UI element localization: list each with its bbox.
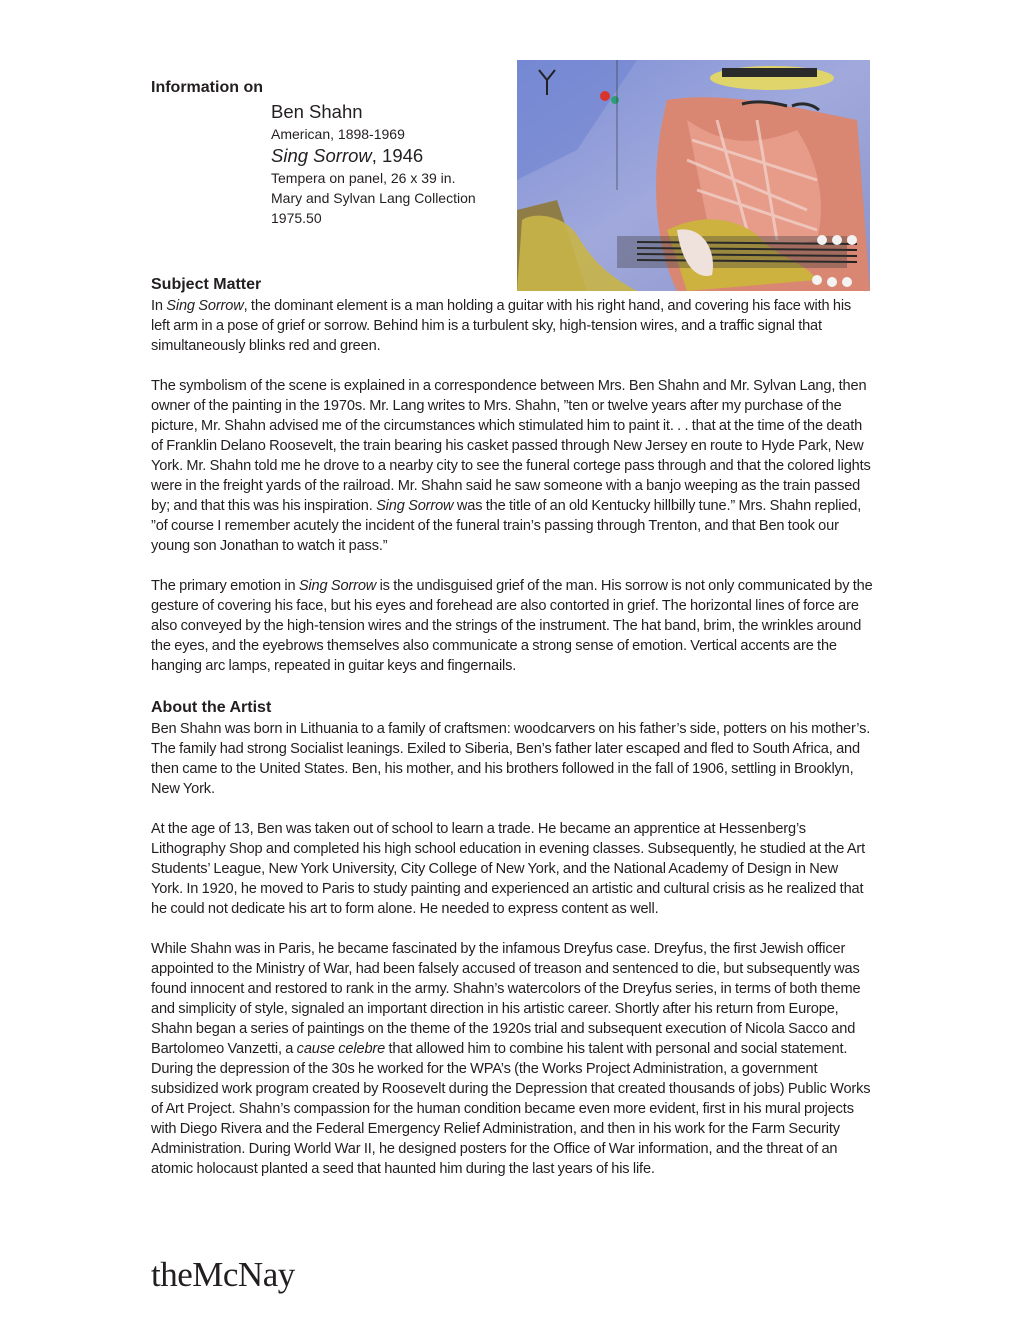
subject-paragraph-2 — [151, 376, 873, 556]
subject-paragraph-1 — [151, 296, 873, 356]
artist-nationality-dates: American, 1898-1969 — [271, 126, 405, 142]
text-run: The symbolism of the scene is explained in a correspondence between Mrs. Ben Shahn and Mr. Sylvan Lang, then owner of the painting in the 1970s. Mr. Lang writes to Mrs. Shahn, ”ten or twelve years after my purchase of the picture, Mr. Shahn advised me of the circumstances which stimulated him to paint it. . . that at the time of the death of Franklin Delano Roosevelt, the train bearing his casket passed through New Jersey en route to Hyde Park, New York. Mr. Shahn told me he drove to a nearby city to see the funeral cortege pass through and that the colored lights were in the freight yards of the railroad. Mr. Shahn said he saw someone with a banjo weeping as the train passed by; and that this was his inspiration. — [151, 378, 871, 514]
mcnay-logo: theMcNay — [151, 1255, 295, 1294]
text-run: is the undisguised grief of the man. His sorrow is not only communicated by the gesture of covering his face, but his eyes and forehead are also contorted in grief. The horizontal lines of force are also conveyed by the high-tension wires and the strings of the instrument. The hat band, brim, the wrinkles around the eyes, and the eyebrows themselves also communicate a strong sense of emotion. Vertical accents are the hanging arc lamps, repeated in guitar keys and fingernails. — [151, 578, 873, 674]
document-page — [151, 78, 873, 1179]
spacer — [151, 799, 873, 819]
text-run: In — [151, 298, 167, 314]
text-run: The primary emotion in — [151, 578, 299, 594]
artist-paragraph-2: At the age of 13, Ben was taken out of school to learn a trade. He became an apprentice at Hessenberg’s Lithography Shop and completed his high school education in evening classes. Subsequently, he studied at the Art Students’ League, New York University, City College of New York, and the National Academy of Design in New York. In 1920, he moved to Paris to study painting and experienced an artistic and cultural crisis as he realized that he could not dedicate his art to form alone. He needed to express content as well. — [151, 821, 866, 917]
artwork-details — [271, 100, 476, 228]
artwork-accession: 1975.50 — [271, 210, 322, 226]
artwork-title-inline: Sing Sorrow — [166, 298, 244, 314]
text-run: was the title of an old Kentucky hillbilly tune.” Mrs. Shahn replied, ”of course I remember acutely the incident of the funeral train’s passing through Trenton, and that Ben took our young son Jonathan to watch it pass.” — [151, 498, 862, 554]
about-artist-heading: About the Artist — [151, 699, 272, 716]
artwork-year: , 1946 — [371, 145, 424, 166]
painting-image — [517, 60, 870, 291]
text-run: While Shahn was in Paris, he became fascinated by the infamous Dreyfus case. Dreyfus, the first Jewish officer appointed to the Ministry of War, had been falsely accused of treason and sentenced to die, but subsequently was found innocent and restored to rank in the army. Shahn’s watercolors of the Dreyfus series, in terms of both theme and simplicity of style, signaled an important direction in his artistic career. Shortly after his return from Europe, Shahn began a series of paintings on the theme of the 1920s trial and subsequent execution of Nicola Sacco and Bartolomeo Vanzetti, a — [151, 941, 861, 1057]
spacer — [151, 919, 873, 939]
artwork-medium: Tempera on panel, 26 x 39 in. — [271, 170, 456, 186]
artist-paragraph-3 — [151, 939, 873, 1179]
spacer — [151, 556, 873, 576]
artist-name: Ben Shahn — [271, 101, 363, 122]
info-heading: Information on — [151, 79, 263, 96]
subject-paragraph-3 — [151, 576, 873, 676]
artwork-info-block — [151, 78, 873, 254]
spacer — [151, 356, 873, 376]
italic-term: cause celebre — [296, 1041, 386, 1057]
text-run: , the dominant element is a man holding a guitar with his right hand, and covering his face with his left arm in a pose of grief or sorrow. Behind him is a turbulent sky, high-tension wires, and a traffic signal that simultaneously blinks red and green. — [151, 298, 852, 354]
artwork-title-inline: Sing Sorrow — [376, 498, 454, 514]
artist-paragraph-1: Ben Shahn was born in Lithuania to a family of craftsmen: woodcarvers on his father’s side, potters on his mother’s. The family had strong Socialist leanings. Exiled to Siberia, Ben’s father later escaped and fled to South Africa, and then came to the United States. Ben, his mother, and his brothers followed in the fall of 1906, settling in Brooklyn, New York. — [151, 721, 871, 797]
artwork-title-inline: Sing Sorrow — [298, 578, 377, 594]
artwork-title: Sing Sorrow — [271, 145, 372, 166]
artwork-title-line — [271, 144, 476, 168]
artwork-collection: Mary and Sylvan Lang Collection — [271, 190, 476, 206]
spacer — [151, 676, 873, 697]
text-run: that allowed him to combine his talent with personal and social statement. During the depression of the 30s he worked for the WPA’s (the Works Project Administration, a government subsidized work program created by Roosevelt during the Depression that created thousands of jobs) Public Works of Art Project. Shahn’s compassion for the human condition became even more evident, first in his mural projects with Diego Rivera and the Federal Emergency Relief Administration, and then in his work for the Farm Security Administration. During World War II, he designed posters for the Office of War information, and the threat of an atomic holocaust planted a seed that haunted him during the last years of his life. — [151, 1041, 871, 1177]
subject-matter-heading: Subject Matter — [151, 276, 262, 293]
